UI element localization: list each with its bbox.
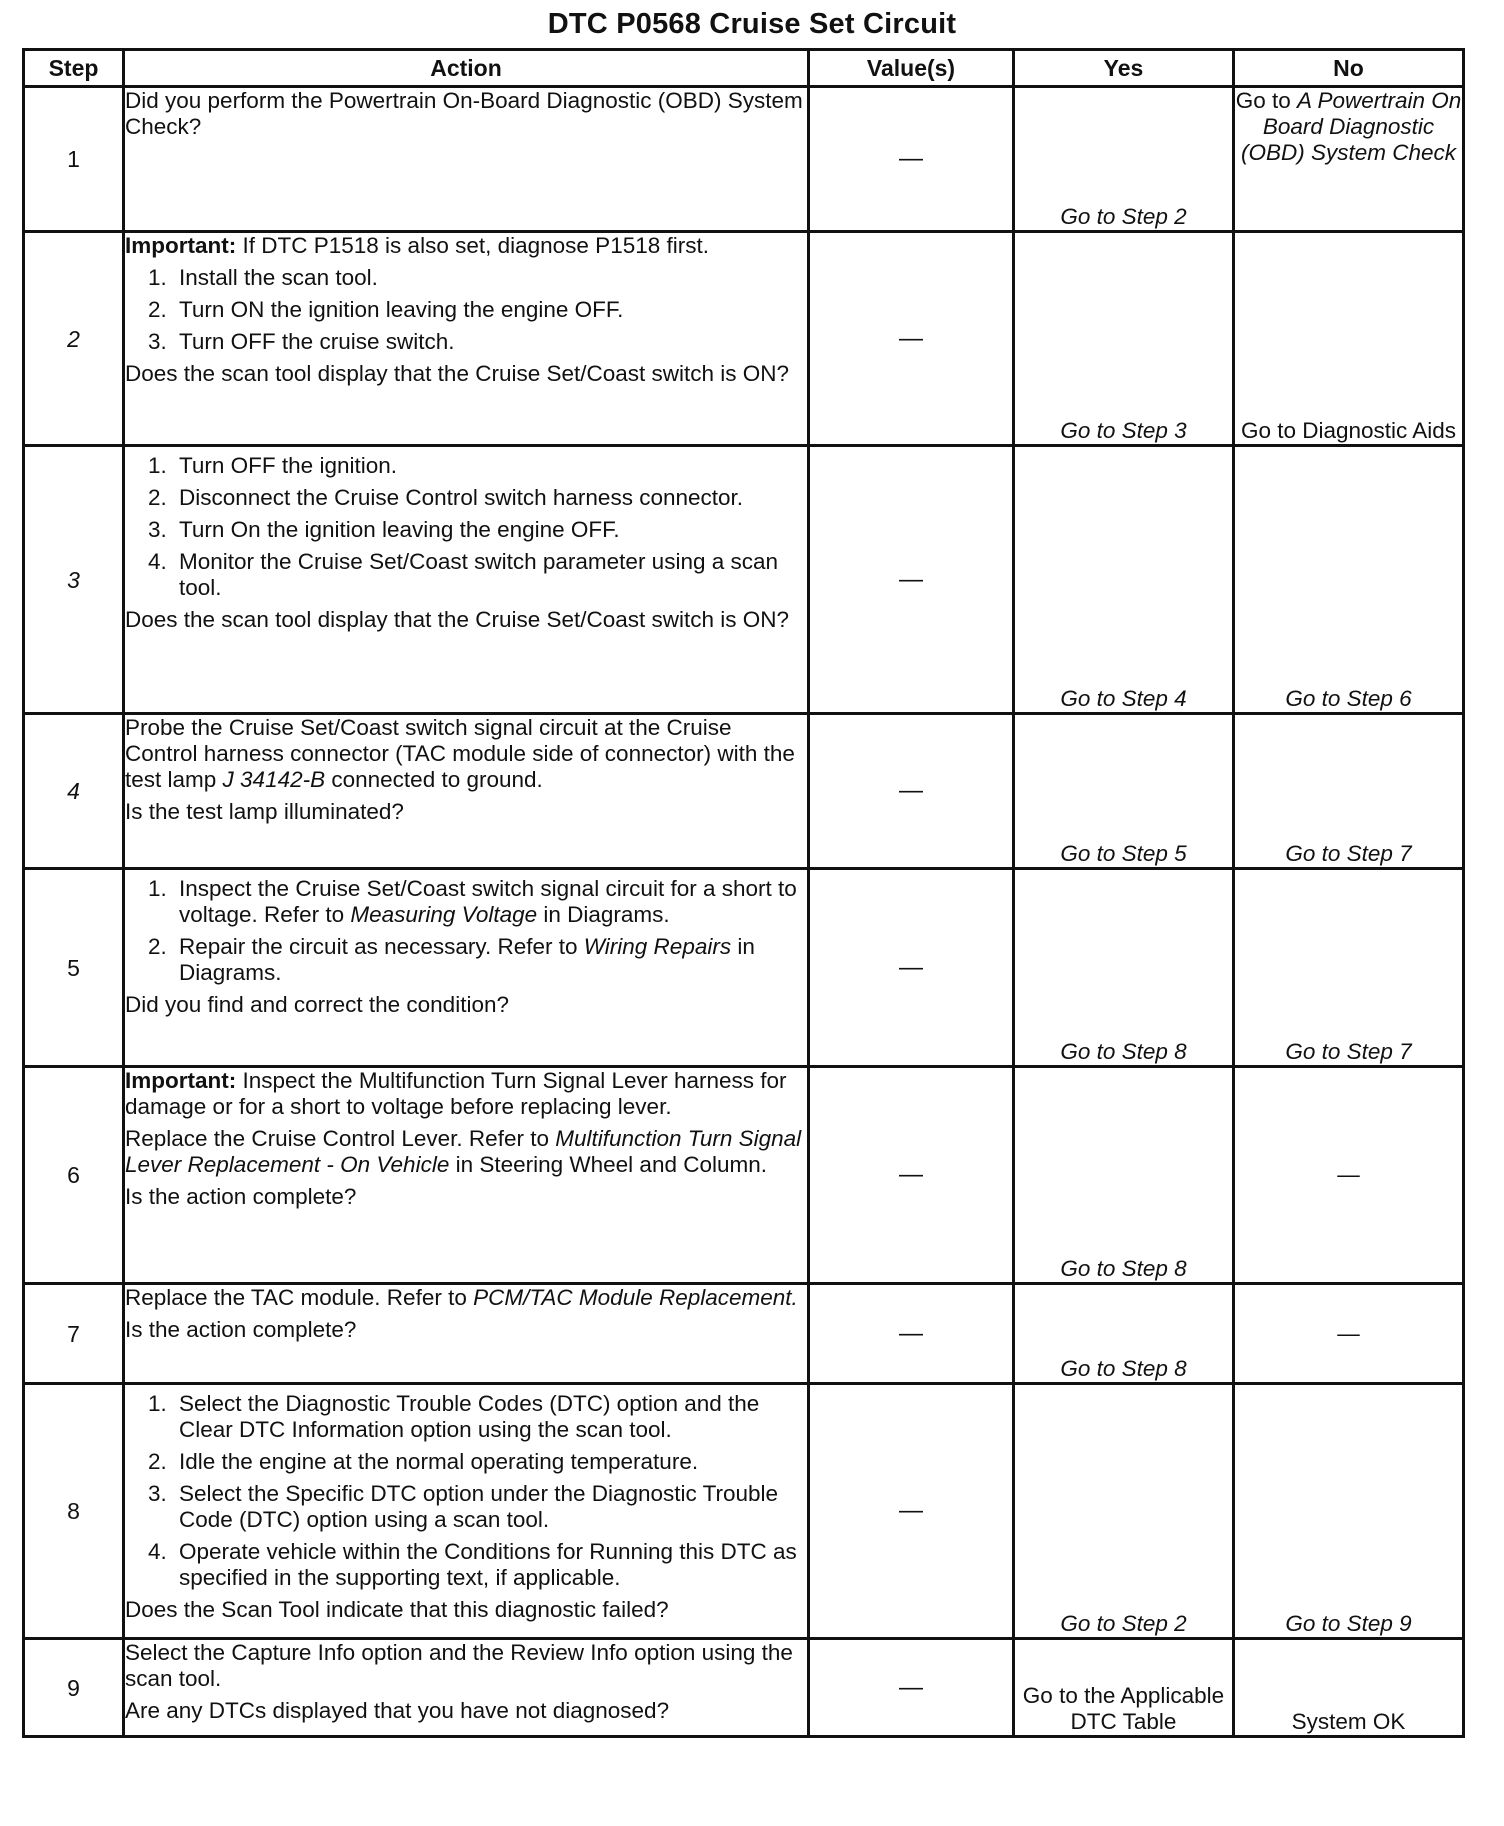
list-item: 1. Turn OFF the ignition. <box>173 453 807 479</box>
list-item: 2. Disconnect the Cruise Control switch harness connector. <box>173 485 807 511</box>
no-cell: Go to Step 7 <box>1234 869 1464 1067</box>
step-number: 8 <box>24 1384 124 1639</box>
reference-link: Multifunction Turn Signal Lever Replacement - On Vehicle <box>125 1126 802 1177</box>
table-row <box>24 1067 1464 1284</box>
diagnostic-table <box>22 48 1465 1738</box>
action-question: Does the Scan Tool indicate that this diagnostic failed? <box>125 1597 669 1622</box>
action-text: Probe the Cruise Set/Coast switch signal circuit at the Cruise Control harness connector (TAC module side of connector) with the test lamp <box>125 715 795 792</box>
value-cell: — <box>809 869 1014 1067</box>
value-cell: — <box>809 1384 1014 1639</box>
header-step: Step <box>24 50 124 87</box>
table-row <box>24 1639 1464 1737</box>
reference-link: PCM/TAC Module Replacement. <box>473 1285 798 1310</box>
table-row <box>24 1384 1464 1639</box>
yes-cell: Go to Step 2 <box>1014 1384 1234 1639</box>
no-cell: Go to Step 9 <box>1234 1384 1464 1639</box>
table-row <box>24 232 1464 446</box>
important-text: Inspect the Multifunction Turn Signal Lever harness for damage or for a short to voltage before replacing lever. <box>125 1068 787 1119</box>
action-cell: Important: Inspect the Multifunction Turn Signal Lever harness for damage or for a short to voltage before replacing lever. Replace the Cruise Control Lever. Refer to Multifunction Turn Signal Lever Replacement - On Vehicle in Steering Wheel and Column. Is the action complete? <box>124 1067 809 1284</box>
header-action: Action <box>124 50 809 87</box>
step-number: 4 <box>24 714 124 869</box>
yes-cell: Go to the Applicable DTC Table <box>1014 1639 1234 1737</box>
no-cell: System OK <box>1234 1639 1464 1737</box>
value-cell: — <box>809 1284 1014 1384</box>
no-link: A Powertrain On Board Diagnostic (OBD) System Check <box>1240 88 1462 165</box>
action-question: Is the action complete? <box>125 1317 357 1342</box>
step-number: 2 <box>24 232 124 446</box>
action-question: Does the scan tool display that the Cruise Set/Coast switch is ON? <box>125 361 790 386</box>
list-item: 2. Turn ON the ignition leaving the engine OFF. <box>173 297 807 323</box>
no-cell: Go to Diagnostic Aids <box>1234 232 1464 446</box>
list-item: 3. Select the Specific DTC option under the Diagnostic Trouble Code (DTC) option using a scan tool. <box>173 1481 807 1533</box>
header-yes: Yes <box>1014 50 1234 87</box>
value-cell: — <box>809 714 1014 869</box>
instruction-list <box>125 876 807 986</box>
yes-cell: Go to Step 8 <box>1014 1284 1234 1384</box>
no-cell: — <box>1234 1284 1464 1384</box>
step-number: 3 <box>24 446 124 714</box>
header-row <box>24 50 1464 87</box>
action-cell <box>124 1384 809 1639</box>
action-cell <box>124 714 809 869</box>
value-cell: — <box>809 87 1014 232</box>
action-cell <box>124 869 809 1067</box>
important-text: If DTC P1518 is also set, diagnose P1518 first. <box>236 233 709 258</box>
step-number: 5 <box>24 869 124 1067</box>
header-values: Value(s) <box>809 50 1014 87</box>
action-question: Is the test lamp illuminated? <box>125 799 404 824</box>
action-question: Did you perform the Powertrain On-Board Diagnostic (OBD) System Check? <box>125 88 803 139</box>
no-prefix: Go to <box>1235 88 1298 113</box>
step-number: 6 <box>24 1067 124 1284</box>
no-cell: — <box>1234 1067 1464 1284</box>
tool-reference: J 34142-B <box>222 767 326 792</box>
list-item: 3. Turn On the ignition leaving the engine OFF. <box>173 517 807 543</box>
table-row <box>24 446 1464 714</box>
list-item: 1. Install the scan tool. <box>173 265 807 291</box>
instruction-list <box>125 453 807 601</box>
action-question: Are any DTCs displayed that you have not diagnosed? <box>125 1698 670 1723</box>
yes-cell: Go to Step 3 <box>1014 232 1234 446</box>
list-item: 1. Select the Diagnostic Trouble Codes (DTC) option and the Clear DTC Information option using the scan tool. <box>173 1391 807 1443</box>
action-cell: Replace the TAC module. Refer to PCM/TAC Module Replacement. Is the action complete? <box>124 1284 809 1384</box>
action-cell <box>124 232 809 446</box>
action-question: Did you find and correct the condition? <box>125 992 509 1017</box>
value-cell: — <box>809 446 1014 714</box>
list-item: 2. Repair the circuit as necessary. Refer to Wiring Repairs in Diagrams. <box>173 934 807 986</box>
action-text: connected to ground. <box>325 767 543 792</box>
table-row <box>24 714 1464 869</box>
important-label: Important: <box>125 233 237 258</box>
action-question: Is the action complete? <box>125 1184 357 1209</box>
value-cell: — <box>809 232 1014 446</box>
no-cell <box>1234 87 1464 232</box>
action-question: Does the scan tool display that the Cruise Set/Coast switch is ON? <box>125 607 790 632</box>
important-label: Important: <box>125 1068 237 1093</box>
list-item: 1. Inspect the Cruise Set/Coast switch signal circuit for a short to voltage. Refer to Measuring Voltage in Diagrams. <box>173 876 807 928</box>
value-cell: — <box>809 1639 1014 1737</box>
no-cell: Go to Step 6 <box>1234 446 1464 714</box>
table-row <box>24 869 1464 1067</box>
list-item: 4. Operate vehicle within the Conditions for Running this DTC as specified in the supporting text, if applicable. <box>173 1539 807 1591</box>
yes-cell: Go to Step 2 <box>1014 87 1234 232</box>
instruction-list <box>125 1391 807 1591</box>
reference-link: Measuring Voltage <box>350 902 538 927</box>
table-row <box>24 1284 1464 1384</box>
yes-cell: Go to Step 8 <box>1014 869 1234 1067</box>
value-cell: — <box>809 1067 1014 1284</box>
step-number: 1 <box>24 87 124 232</box>
header-no: No <box>1234 50 1464 87</box>
action-cell <box>124 446 809 714</box>
action-text: Select the Capture Info option and the Review Info option using the scan tool. <box>125 1640 793 1691</box>
yes-cell: Go to Step 5 <box>1014 714 1234 869</box>
list-item: 4. Monitor the Cruise Set/Coast switch parameter using a scan tool. <box>173 549 807 601</box>
table-row <box>24 87 1464 232</box>
yes-cell: Go to Step 8 <box>1014 1067 1234 1284</box>
list-item: 3. Turn OFF the cruise switch. <box>173 329 807 355</box>
page-title: DTC P0568 Cruise Set Circuit <box>547 8 957 40</box>
action-cell <box>124 1639 809 1737</box>
reference-link: Wiring Repairs <box>583 934 732 959</box>
list-item: 2. Idle the engine at the normal operating temperature. <box>173 1449 807 1475</box>
instruction-list <box>125 265 807 355</box>
step-number: 9 <box>24 1639 124 1737</box>
step-number: 7 <box>24 1284 124 1384</box>
action-cell <box>124 87 809 232</box>
yes-cell: Go to Step 4 <box>1014 446 1234 714</box>
no-cell: Go to Step 7 <box>1234 714 1464 869</box>
